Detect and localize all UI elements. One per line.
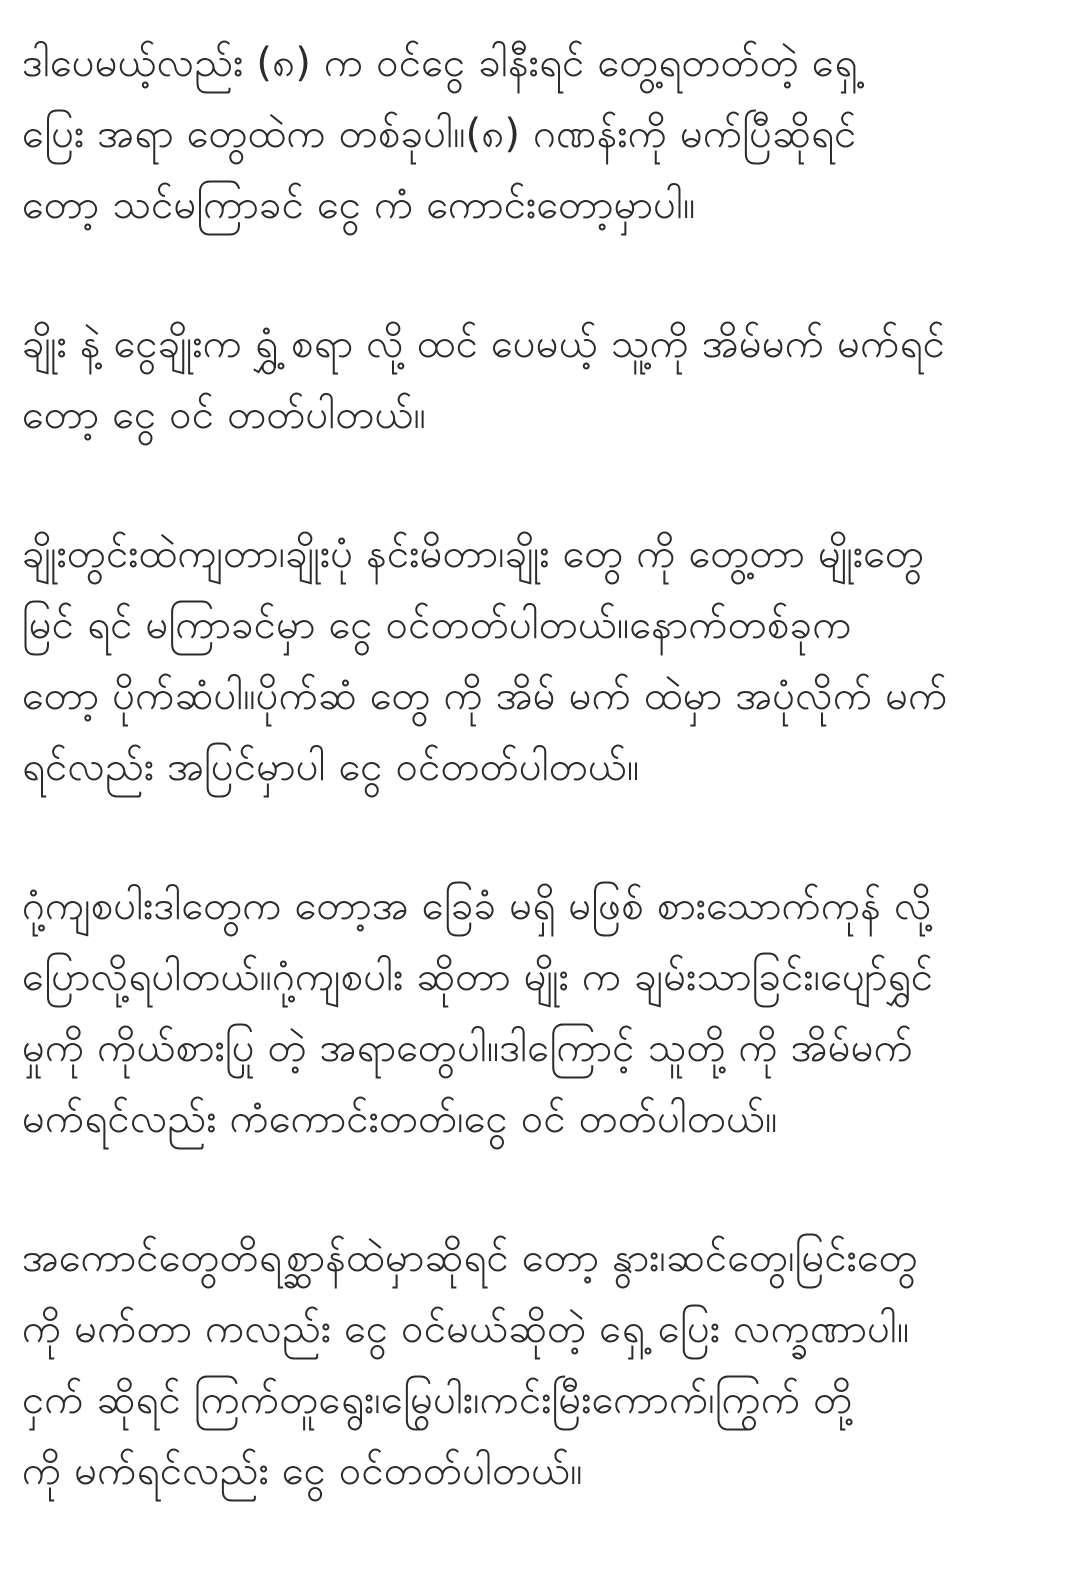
text-line: မြင် ရင် မကြာခင်မှာ ငွေ ဝင်တတ်ပါတယ်။နောက်တစ်ခုက [22, 602, 852, 648]
paragraph-2 [22, 309, 1056, 451]
text-line: မှုကို ကိုယ်စားပြု တဲ့ အရာတွေပါ။ဒါကြောင့် သူတို့ ကို အိမ်မက် [22, 1025, 914, 1071]
text-line: ဂုံ့ကျစပါးဒါတွေက တော့အ ခြေခံ မရှိ မဖြစ် စားသောက်ကုန် လို့ [22, 883, 932, 929]
text-line: ရင်လည်း အပြင်မှာပါ ငွေ ဝင်တတ်ပါတယ်။ [22, 744, 640, 790]
text-line: ဒါပေမယ့်လည်း (၈) က ဝင်ငွေ ခါနီးရင် တွေ့ရတတ်တဲ့ ရှေ့ [22, 40, 858, 86]
text-line: တော့ ပိုက်ဆံပါ။ပိုက်ဆံ တွေ ကို အိမ် မက် ထဲမှာ အပုံလိုက် မက် [22, 673, 948, 719]
text-line: ကို မက်တာ ကလည်း ငွေ ဝင်မယ်ဆိုတဲ့ ရှေ့ ပြေး လက္ခဏာပါ။ [22, 1306, 910, 1352]
text-line: ကို မက်ရင်လည်း ငွေ ဝင်တတ်ပါတယ်။ [22, 1448, 583, 1494]
paragraph-3 [22, 519, 1056, 803]
paragraph-5 [22, 1223, 1056, 1507]
text-line: တော့ ငွေ ဝင် တတ်ပါတယ်။ [22, 392, 426, 438]
text-line: အကောင်တွေတိရစ္ဆာန်ထဲမှာဆိုရင် တော့ နွား၊ဆင်တွေ၊မြင်းတွေ [22, 1235, 918, 1281]
text-line: ငှက် ဆိုရင် ကြက်တူရွေး၊မြွေပါး၊ကင်းမြီးကောက်၊ကြွက် တို့ [22, 1377, 853, 1423]
paragraph-1 [22, 28, 1056, 241]
text-line: ချိုး နဲ့ ငွေချိုးက ရွှံ့ စရာ လို့ ထင် ပေမယ့် သူ့ကို အိမ်မက် မက်ရင် [22, 321, 946, 367]
text-line: ချိုးတွင်းထဲကျတာ၊ချိုးပုံ နင်းမိတာ၊ချိုး တွေ ကို တွေ့တာ မျိုးတွေ [22, 531, 925, 577]
text-line: မက်ရင်လည်း ကံကောင်းတတ်၊ငွေ ဝင် တတ်ပါတယ်။ [22, 1096, 778, 1142]
text-line: တော့ သင်မကြာခင် ငွေ ကံ ကောင်းတော့မှာပါ။ [22, 182, 696, 228]
paragraph-4 [22, 871, 1056, 1155]
text-line: ပြေး အရာ တွေထဲက တစ်ခုပါ။(၈) ဂဏန်းကို မက်ပြီဆိုရင် [22, 111, 857, 157]
text-line: ပြောလို့ရပါတယ်။ဂုံ့ကျစပါး ဆိုတာ မျိုး က ချမ်းသာခြင်း၊ပျော်ရွှင် [22, 954, 934, 1000]
